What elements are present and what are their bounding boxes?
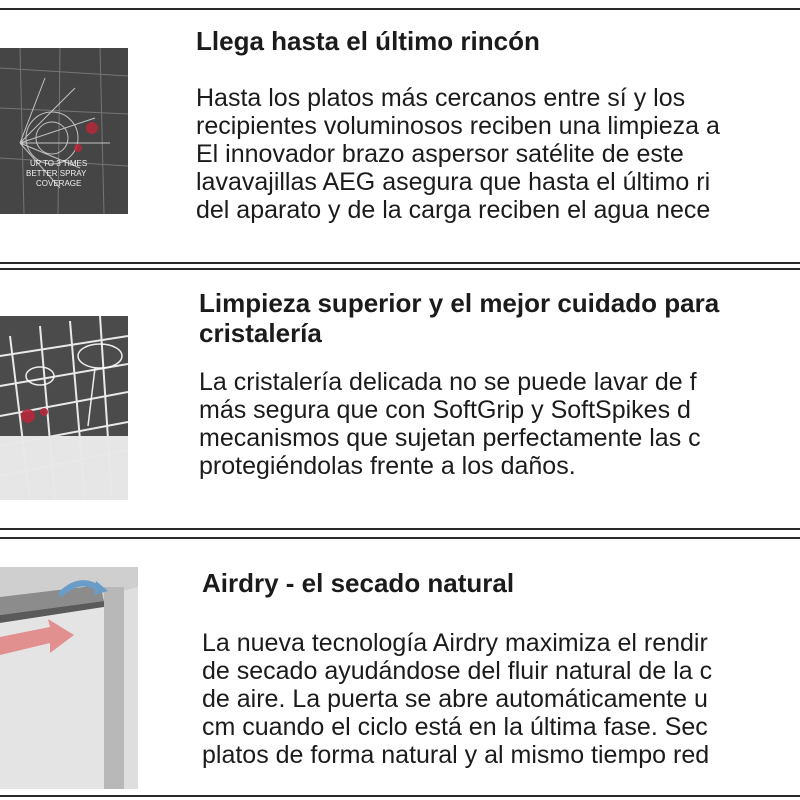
image-caption-line-2: BETTER SPRAY	[26, 169, 87, 178]
section-heading	[199, 288, 719, 348]
body-line: Hasta los platos más cercanos entre sí y los	[196, 84, 686, 112]
body-line: El innovador brazo aspersor satélite de este	[196, 140, 684, 168]
body-line: del aparato y de la carga reciben el agua nece	[196, 196, 711, 224]
body-line: platos de forma natural y al mismo tiempo red	[202, 741, 710, 769]
feature-section-airdry	[0, 537, 800, 797]
feature-section-glassware	[0, 268, 800, 530]
image-caption-line-3: COVERAGE	[36, 179, 82, 188]
body-line: lavavajillas AEG asegura que hasta el último ri	[196, 168, 711, 196]
body-line: de secado ayudándose del fluir natural de la c	[202, 657, 713, 685]
section-body	[202, 629, 712, 769]
section-body	[199, 368, 701, 480]
body-line: protegiéndolas frente a los daños.	[199, 452, 576, 480]
heading-line: Limpieza superior y el mejor cuidado para	[199, 288, 720, 318]
body-line: más segura que con SoftGrip y SoftSpikes d	[199, 396, 691, 424]
section-heading: Airdry - el secado natural	[202, 568, 515, 598]
feature-section-spray-arm	[0, 8, 800, 264]
body-line: mecanismos que sujetan perfectamente las c	[199, 424, 701, 452]
spray-arm-photo	[0, 48, 128, 214]
body-line: cm cuando el ciclo está en la última fase. Sec	[202, 713, 708, 741]
section-body	[196, 84, 720, 224]
body-line: La cristalería delicada no se puede lavar de f	[199, 368, 697, 396]
glassware-rack-photo	[0, 316, 128, 500]
heading-line: cristalería	[199, 318, 322, 348]
body-line: La nueva tecnología Airdry maximiza el rendir	[202, 629, 708, 657]
body-line: recipientes voluminosos reciben una limpieza a	[196, 112, 720, 140]
airdry-door-photo	[0, 567, 138, 789]
section-heading: Llega hasta el último rincón	[196, 26, 540, 56]
image-caption-line-1: UP TO 3 TIMES	[30, 159, 88, 168]
body-line: de aire. La puerta se abre automáticamente u	[202, 685, 708, 713]
